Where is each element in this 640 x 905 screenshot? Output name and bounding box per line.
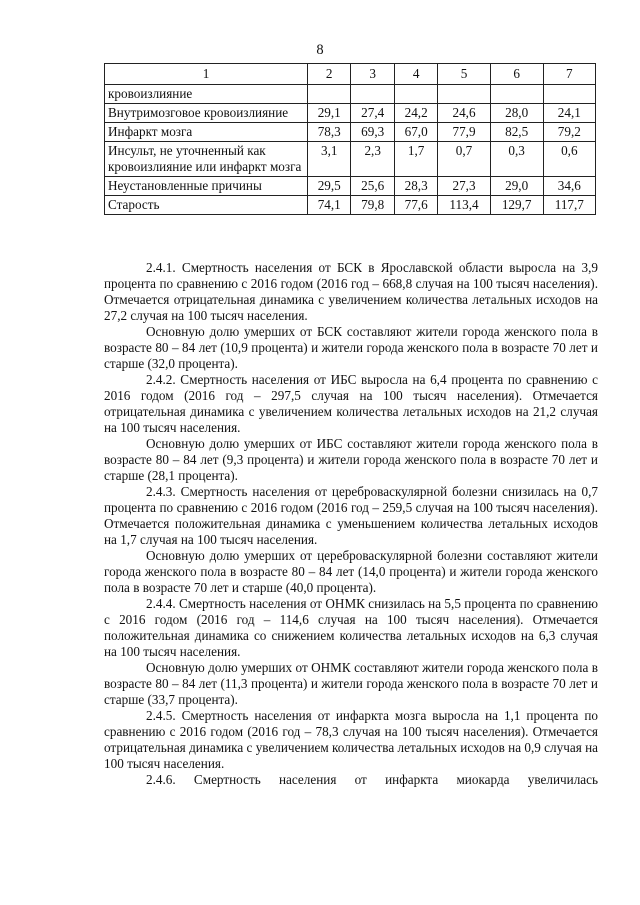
cell: 77,9 [438,123,490,142]
paragraph: 2.4.4. Смертность населения от ОНМК снизилась на 5,5 процента по сравнению с 2016 годом (2016 год – 114,6 случая на 100 тысяч населения). Отмечается положительная динамика со снижением количества летальных исходов на 6,3 случая на 100 тысяч населения. [104,596,598,659]
table-row [105,177,596,196]
paragraph: 2.4.2. Смертность населения от ИБС выросла на 6,4 процента по сравнению с 2016 годом (2016 год – 297,5 случая на 100 тысяч населения). Отмечается отрицательная динамика с увеличением количества летальных исходов на 21,2 случая на 100 тысяч населения. [104,372,598,435]
cell: 24,6 [438,104,490,123]
cell: 29,0 [490,177,543,196]
paragraph: 2.4.1. Смертность населения от БСК в Ярославской области выросла на 3,9 процента по сравнению с 2016 годом (2016 год – 668,8 случая на 100 тысяч населения). Отмечается отрицательная динамика с увеличением количества летальных исходов на 27,2 случая на 100 тысяч населения. [104,260,598,323]
cell [308,85,351,104]
cell [438,85,490,104]
column-header: 6 [490,64,543,85]
cell [490,85,543,104]
cell: 69,3 [351,123,394,142]
cell: 0,3 [490,142,543,177]
row-label: Инфаркт мозга [105,123,308,142]
cell: 34,6 [543,177,595,196]
table-header-row [105,64,596,85]
paragraph: 2.4.3. Смертность населения от цереброваскулярной болезни снизилась на 0,7 процента по сравнению с 2016 годом (2016 год – 259,5 случая на 100 тысяч населения). Отмечается положительная динамика с уменьшением количества летальных исходов на 1,7 случая на 100 тысяч населения. [104,484,598,547]
cell: 79,8 [351,196,394,215]
cell [543,85,595,104]
table-row [105,104,596,123]
cell: 79,2 [543,123,595,142]
cell: 2,3 [351,142,394,177]
row-label: Внутримозговое кровоизлияние [105,104,308,123]
row-label: Инсульт, не уточненный как кровоизлияние или инфаркт мозга [105,142,308,177]
column-header: 2 [308,64,351,85]
column-header: 1 [105,64,308,85]
paragraph: 2.4.5. Смертность населения от инфаркта мозга выросла на 1,1 процента по сравнению с 2016 годом (2016 год – 78,3 случая на 100 тысяч населения). Отмечается отрицательная динамика с увеличением количества летальных исходов на 0,9 случая на 100 тысяч населения. [104,708,598,771]
cell: 117,7 [543,196,595,215]
row-label: Старость [105,196,308,215]
row-label: Неустановленные причины [105,177,308,196]
cell: 3,1 [308,142,351,177]
cell: 1,7 [394,142,437,177]
cell: 113,4 [438,196,490,215]
cell: 28,3 [394,177,437,196]
cell: 28,0 [490,104,543,123]
column-header: 7 [543,64,595,85]
cell [394,85,437,104]
paragraph: Основную долю умерших от цереброваскулярной болезни составляют жители города женского пола в возрасте 80 – 84 лет (14,0 процента) и жители города женского пола в возрасте 70 лет и старше (40,0 процента). [104,548,598,595]
column-header: 3 [351,64,394,85]
paragraph: Основную долю умерших от БСК составляют жители города женского пола в возрасте 80 – 84 лет (10,9 процента) и жители города женского пола в возрасте 70 лет и старше (32,0 процента). [104,324,598,371]
table-row [105,142,596,177]
row-label: кровоизлияние [105,85,308,104]
table-row [105,123,596,142]
cell: 25,6 [351,177,394,196]
cell: 74,1 [308,196,351,215]
body-text [104,260,598,788]
paragraph: Основную долю умерших от ИБС составляют жители города женского пола в возрасте 80 – 84 лет (9,3 процента) и жители города женского пола в возрасте 70 лет и старше (28,1 процента). [104,436,598,483]
cell: 27,3 [438,177,490,196]
table-row [105,196,596,215]
cell: 0,6 [543,142,595,177]
cell: 129,7 [490,196,543,215]
column-header: 5 [438,64,490,85]
cell [351,85,394,104]
cell: 77,6 [394,196,437,215]
cell: 24,1 [543,104,595,123]
cell: 82,5 [490,123,543,142]
cell: 24,2 [394,104,437,123]
paragraph: 2.4.6. Смертность населения от инфаркта миокарда увеличилась [146,772,598,787]
cell: 29,5 [308,177,351,196]
cell: 78,3 [308,123,351,142]
paragraph: Основную долю умерших от ОНМК составляют жители города женского пола в возрасте 80 – 84 лет (11,3 процента) и жители города женского пола в возрасте 70 лет и старше (33,7 процента). [104,660,598,707]
mortality-table [104,63,596,215]
cell: 0,7 [438,142,490,177]
page-number: 8 [316,42,324,58]
table-row [105,85,596,104]
cell: 67,0 [394,123,437,142]
cell: 29,1 [308,104,351,123]
column-header: 4 [394,64,437,85]
cell: 27,4 [351,104,394,123]
